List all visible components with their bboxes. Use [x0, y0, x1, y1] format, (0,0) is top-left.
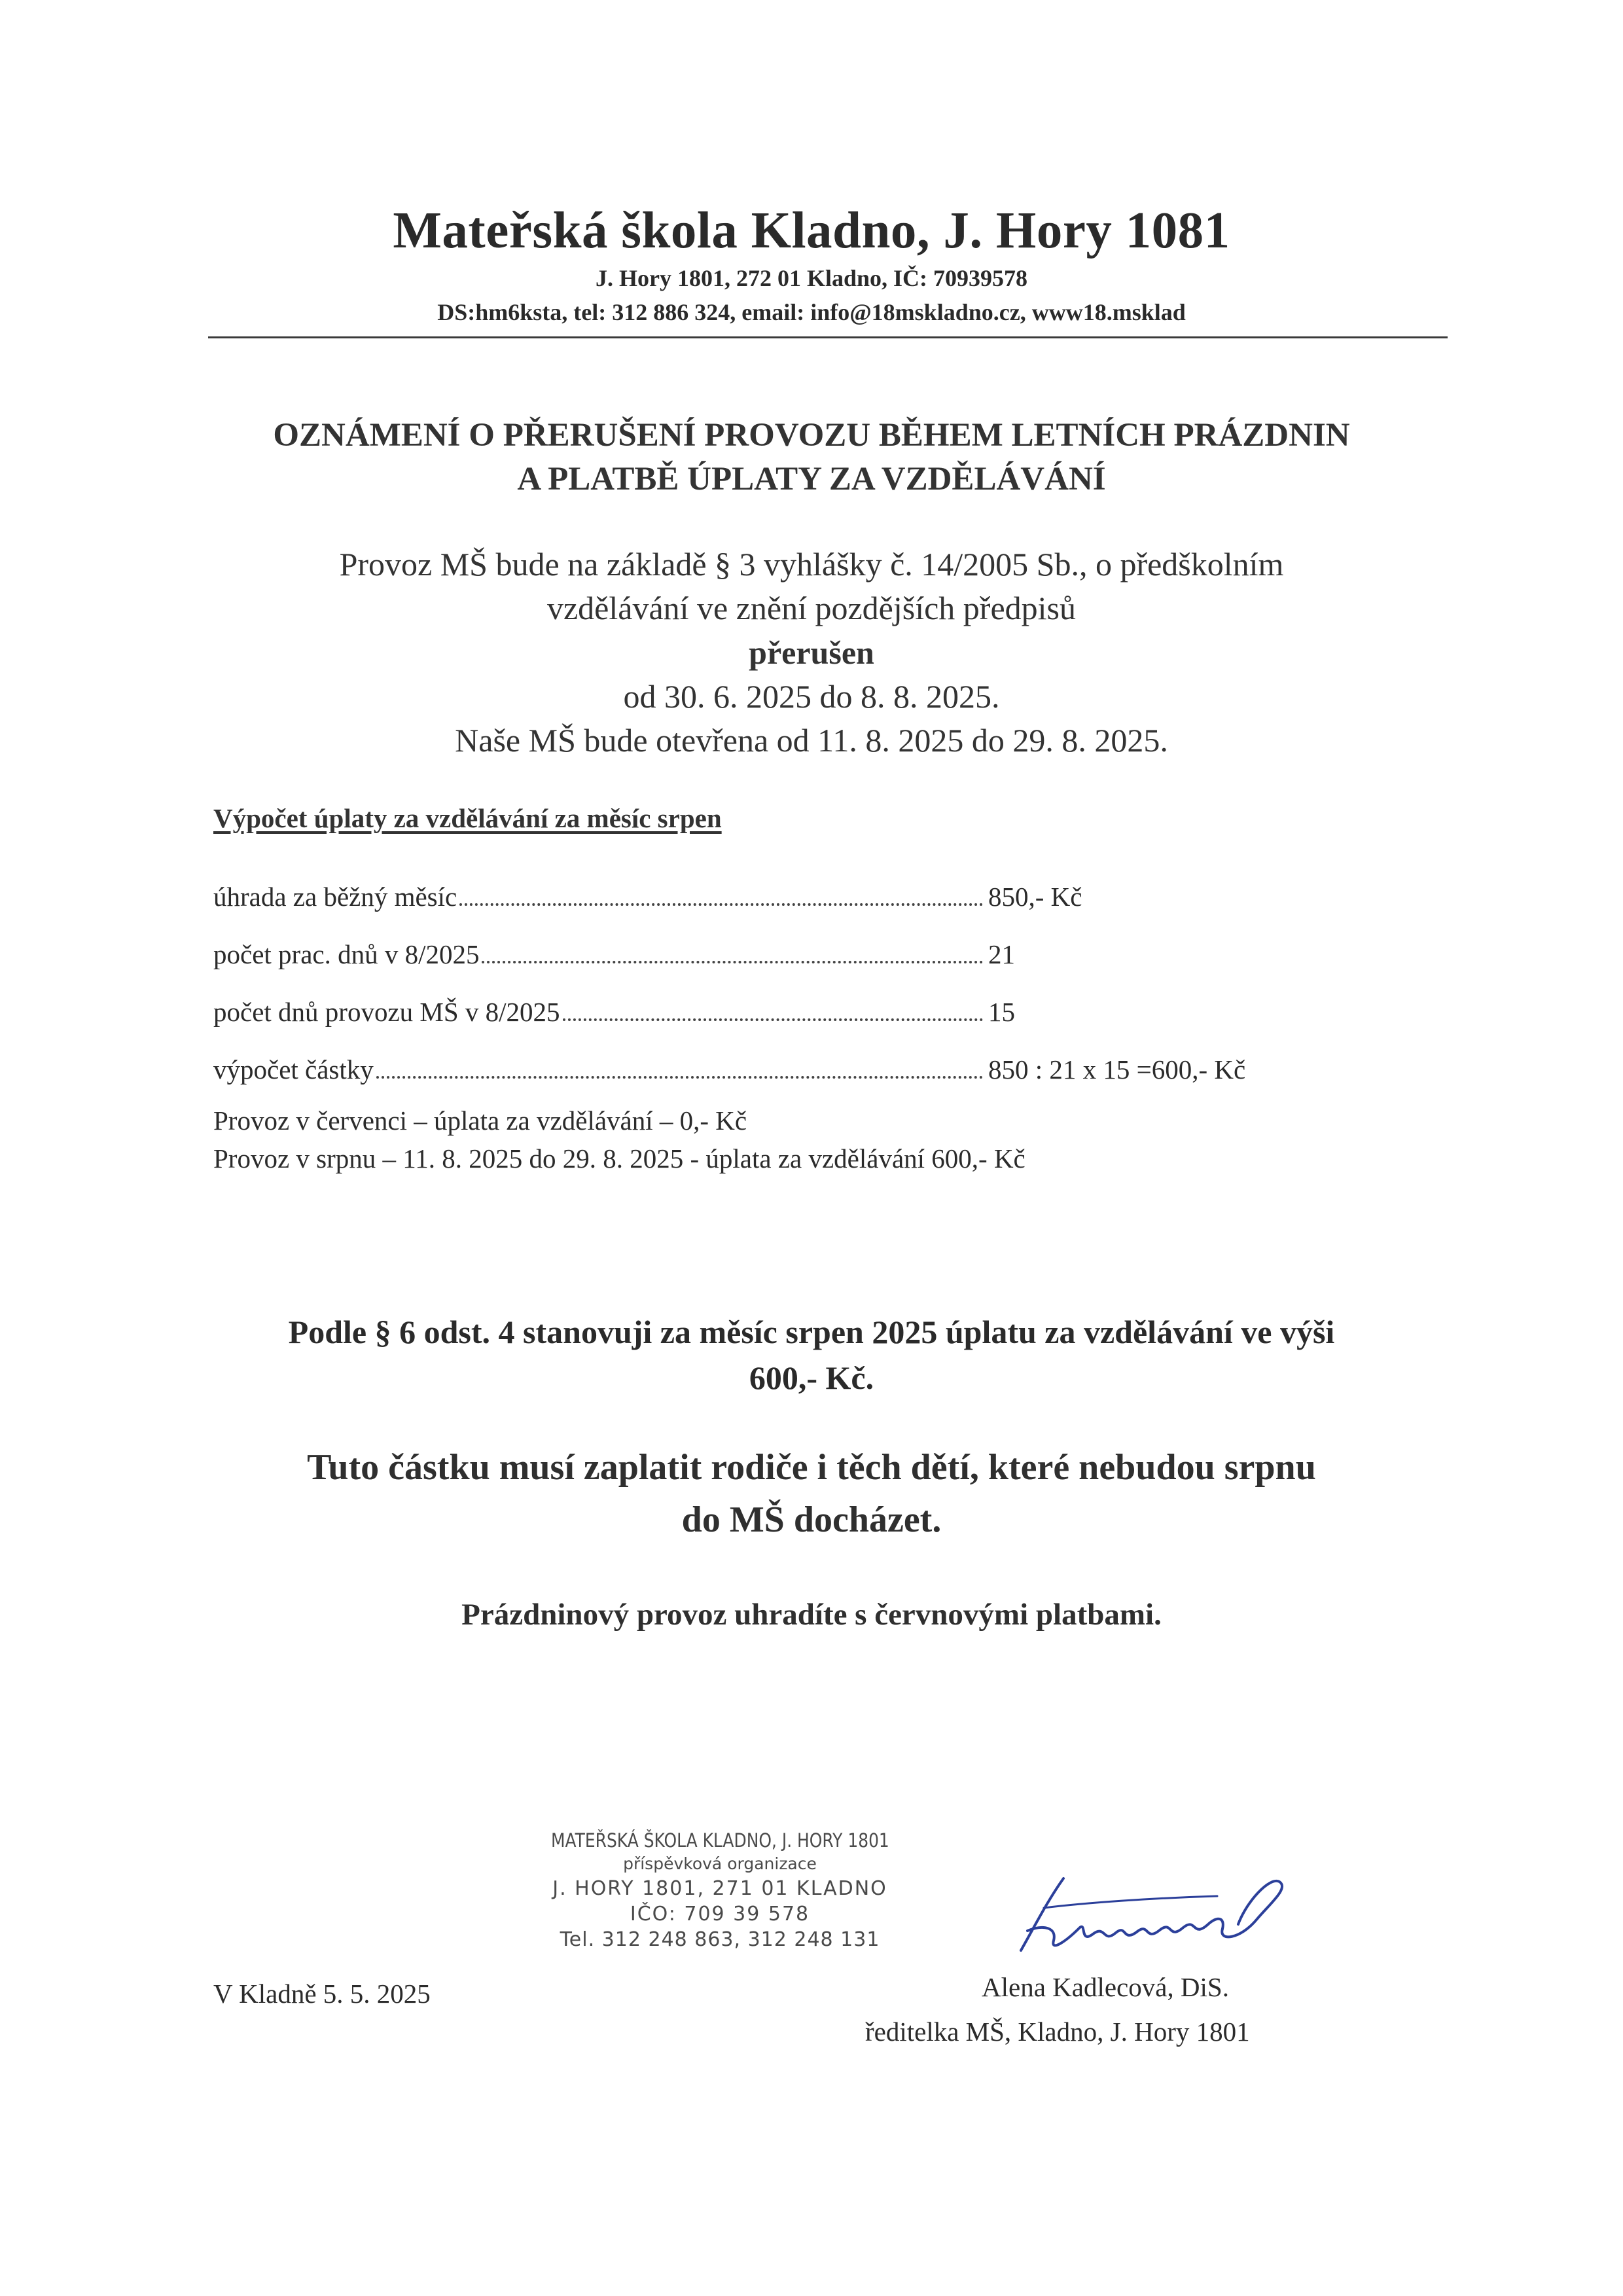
header-divider — [208, 336, 1448, 338]
notice-closure-dates: od 30. 6. 2025 do 8. 8. 2025. — [623, 678, 1000, 715]
stamp-line-4: IČO: 709 39 578 — [630, 1903, 810, 1926]
dot-leader — [376, 1076, 983, 1079]
calc-row-label: počet prac. dnů v 8/2025 — [213, 939, 480, 969]
stamp-line-2: příspěvková organizace — [623, 1854, 817, 1873]
calc-row-label: úhrada za běžný měsíc — [213, 882, 457, 912]
school-name: Mateřská škola Kladno, J. Hory 1081 — [393, 202, 1230, 259]
calc-row-value: 21 — [988, 939, 1015, 969]
calc-row-value: 850 : 21 x 15 =600,- Kč — [988, 1054, 1246, 1085]
stamp-line-5: Tel. 312 248 863, 312 248 131 — [560, 1928, 880, 1951]
august-fee-line: Provoz v srpnu – 11. 8. 2025 do 29. 8. 2025 - úplata za vzdělávání 600,- Kč — [213, 1143, 1026, 1174]
obligation-line-1: Tuto částku musí zaplatit rodiče i těch dětí, které nebudou srpnu — [307, 1447, 1316, 1488]
decision-line-2: 600,- Kč. — [749, 1359, 874, 1396]
stamp-line-1: MATEŘSKÁ ŠKOLA KLADNO, J. HORY 1801 — [551, 1829, 889, 1852]
signatory-role: ředitelka MŠ, Kladno, J. Hory 1801 — [865, 2017, 1250, 2047]
calc-row-operating-days — [213, 996, 986, 1028]
summer-payment-note: Prázdninový provoz uhradíte s červnovými platbami. — [461, 1598, 1162, 1632]
notice-open-dates: Naše MŠ bude otevřena od 11. 8. 2025 do 29. 8. 2025. — [455, 722, 1168, 759]
document-title-line-2: A PLATBĚ ÚPLATY ZA VZDĚLÁVÁNÍ — [517, 461, 1106, 497]
decision-line-1: Podle § 6 odst. 4 stanovuji za měsíc srpen 2025 úplatu za vzdělávání ve výši — [288, 1314, 1335, 1350]
signatory-name: Alena Kadlecová, DiS. — [982, 1972, 1229, 2002]
calc-row-value: 850,- Kč — [988, 882, 1082, 912]
notice-line-2: vzdělávání ve znění pozdějších předpisů — [546, 590, 1077, 626]
calc-row-monthly-fee — [213, 881, 986, 912]
dot-leader — [563, 1018, 983, 1021]
calc-row-value: 15 — [988, 997, 1015, 1027]
school-contact: DS:hm6ksta, tel: 312 886 324, email: info@18mskladno.cz, www18.msklad — [437, 299, 1186, 325]
school-stamp — [524, 1829, 916, 1951]
calc-row-label: výpočet částky — [213, 1054, 374, 1085]
july-fee-line: Provoz v červenci – úplata za vzdělávání – 0,- Kč — [213, 1105, 747, 1136]
document-title-line-1: OZNÁMENÍ O PŘERUŠENÍ PROVOZU BĚHEM LETNÍCH PRÁZDNIN — [273, 417, 1350, 454]
calculation-heading: Výpočet úplaty za vzdělávání za měsíc srpen — [213, 803, 722, 833]
dot-leader — [482, 961, 983, 963]
calc-row-label: počet dnů provozu MŠ v 8/2025 — [213, 997, 560, 1027]
obligation-line-2: do MŠ docházet. — [681, 1499, 942, 1540]
issue-date: V Kladně 5. 5. 2025 — [213, 1979, 431, 2009]
notice-line-1: Provoz MŠ bude na základě § 3 vyhlášky č. 14/2005 Sb., o předškolním — [339, 546, 1284, 583]
dot-leader — [459, 903, 983, 906]
handwritten-signature — [982, 1862, 1309, 1967]
stamp-line-3: J. HORY 1801, 271 01 KLADNO — [552, 1877, 887, 1900]
notice-interrupted: přerušen — [749, 634, 874, 671]
calc-row-working-days — [213, 939, 986, 970]
school-address: J. Hory 1801, 272 01 Kladno, IČ: 70939578 — [595, 265, 1028, 291]
calc-row-amount — [213, 1054, 986, 1085]
